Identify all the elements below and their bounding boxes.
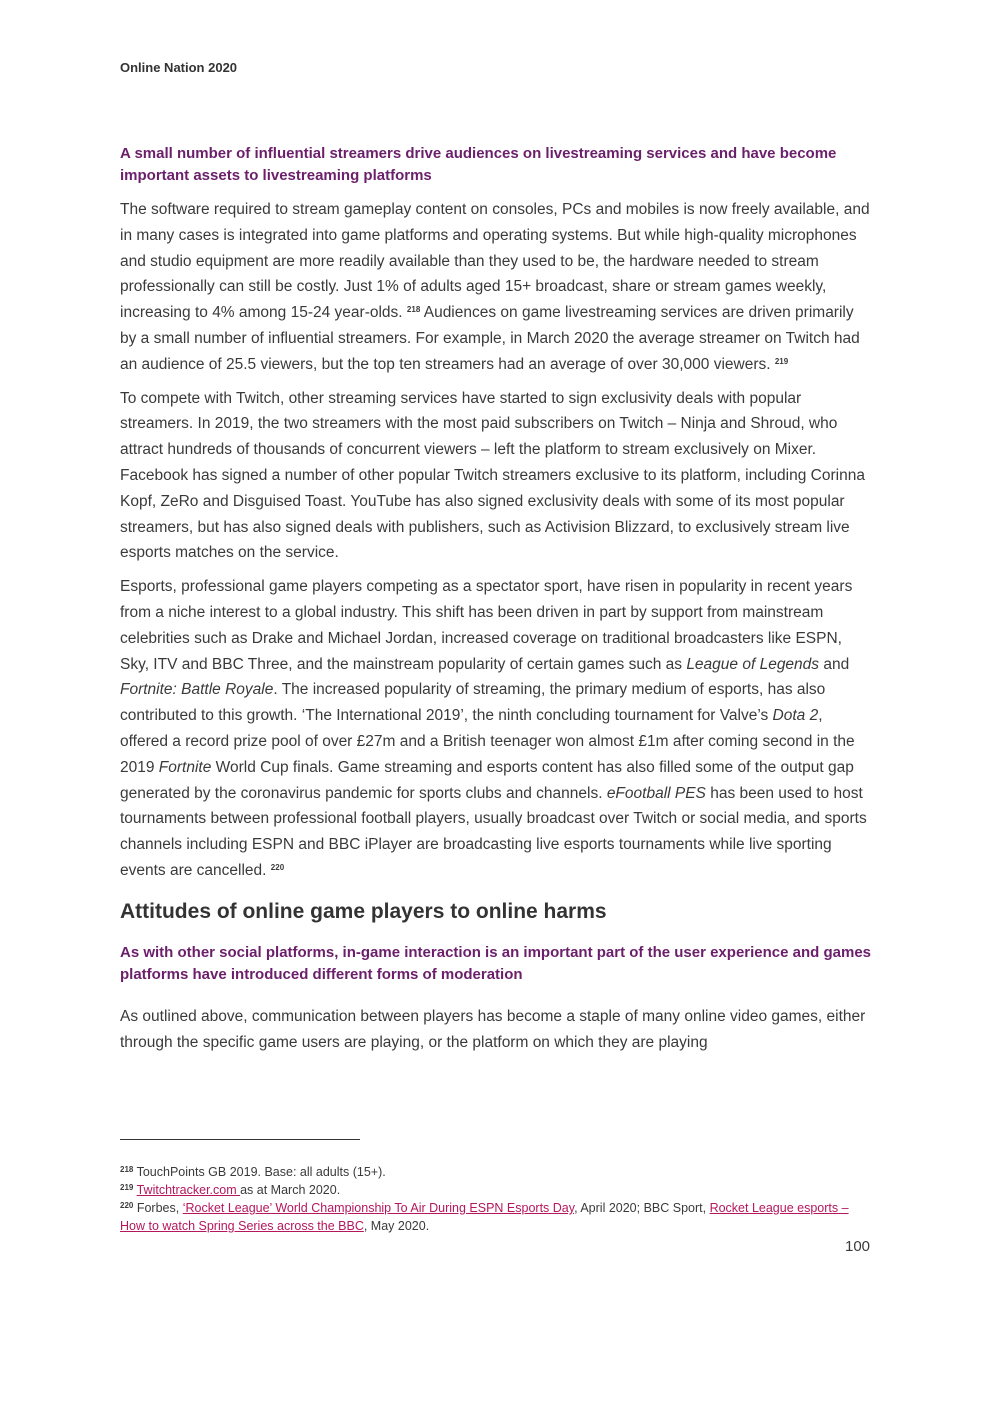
footnote-text: , April 2020; BBC Sport,: [574, 1201, 710, 1215]
game-title: Fortnite: [158, 758, 212, 776]
paragraph-player-communication: As outlined above, communication between players has become a staple of many online video games, either through the specific game users are playing, or the platform on which they are playing: [120, 1007, 866, 1051]
footnote-divider: [120, 1139, 360, 1140]
footnote-218: [120, 1163, 872, 1181]
forbes-article-link[interactable]: ‘Rocket League’ World Championship To Air During ESPN Esports Day: [182, 1201, 575, 1215]
game-title: eFootball PES: [606, 784, 706, 802]
footnote-ref-218[interactable]: 218: [406, 305, 421, 315]
paragraph-text: The software required to stream gameplay content on consoles, PCs and mobiles is now freely available, and in many cases is integrated into game platforms and operating systems. But while high-quality microphones and studio equipment are more readily available than they used to be, the hardware needed to stream professionally can still be costly. Just 1% of adults aged 15+ broadcast, share or stream games weekly, increasing to 4% among 15-24 year-olds.: [120, 201, 870, 322]
main-content: [120, 143, 872, 1063]
paragraph-text: and: [819, 655, 850, 673]
bbc-sport-article-link[interactable]: Rocket League esports – How to watch Spring Series across the BBC: [120, 1201, 849, 1233]
section-subheading-moderation: As with other social platforms, in-game interaction is an important part of the user experience and games platforms have introduced different forms of moderation: [120, 943, 872, 983]
game-title: League of Legends: [686, 655, 820, 673]
paragraph-streaming-software: [120, 197, 872, 378]
paragraph-text: Audiences on game livestreaming services are driven primarily by a small number of influential streamers. For example, in March 2020 the average streamer on Twitch had an audience of 25.5 viewers, but the top ten streamers had an average of over 30,000 viewers.: [120, 304, 860, 373]
paragraph-text: , offered a record prize pool of over £27m and a British teenager won almost £1m after coming second in the 2019: [120, 707, 855, 776]
footnote-219: [120, 1181, 872, 1199]
footnote-text: as at March 2020.: [240, 1183, 341, 1197]
footnote-text: , May 2020.: [363, 1219, 430, 1233]
section-heading-online-harms: Attitudes of online game players to online harms: [120, 899, 607, 923]
game-title: Fortnite: Battle Royale: [120, 681, 274, 699]
twitchtracker-link[interactable]: Twitchtracker.com: [136, 1183, 241, 1197]
running-header: Online Nation 2020: [120, 60, 238, 75]
footnote-text: Forbes,: [133, 1201, 183, 1215]
section-subheading-streamers: A small number of influential streamers drive audiences on livestreaming services and have become important assets to livestreaming platforms: [120, 145, 837, 184]
footnotes: [120, 1163, 872, 1235]
footnote-ref-220[interactable]: 220: [270, 862, 285, 872]
paragraph-esports: [120, 574, 872, 884]
paragraph-text: Esports, professional game players competing as a spectator sport, have risen in popularity in recent years from a niche interest to a global industry. This shift has been driven in part by support from mainstream celebrities such as Drake and Michael Jordan, increased coverage on traditional broadcasters like ESPN, Sky, ITV and BBC Three, and the mainstream popularity of certain games such as: [120, 578, 853, 673]
page-number: 100: [845, 1238, 871, 1255]
paragraph-text: . The increased popularity of streaming, the primary medium of esports, has also contributed to this growth. ‘The International 2019’, the ninth concluding tournament for Valve’s: [120, 681, 826, 725]
footnote-text: TouchPoints GB 2019. Base: all adults (15+).: [133, 1165, 386, 1179]
footnote-number: 219: [120, 1183, 134, 1192]
footnote-ref-219[interactable]: 219: [774, 356, 789, 366]
footnote-220: [120, 1199, 872, 1235]
paragraph-text: World Cup finals. Game streaming and esports content has also filled some of the output gap generated by the coronavirus pandemic for sports clubs and channels.: [120, 758, 854, 802]
footnote-number: 220: [120, 1201, 134, 1210]
footnote-number: 218: [120, 1165, 134, 1174]
paragraph-text: has been used to host tournaments between professional football players, usually broadcast over Twitch or social media, and sports channels including ESPN and BBC iPlayer are broadcasting live esports tournaments while live sporting events are cancelled.: [120, 784, 867, 879]
game-title: Dota 2: [772, 707, 819, 725]
paragraph-exclusivity-deals: To compete with Twitch, other streaming services have started to sign exclusivity deals with popular streamers. In 2019, the two streamers with the most paid subscribers on Twitch – Ninja and Shroud, who attract hundreds of thousands of concurrent viewers – left the platform to stream exclusively on Mixer. Facebook has signed a number of other popular Twitch streamers exclusive to its platform, including Corinna Kopf, ZeRo and Disguised Toast. YouTube has also signed exclusivity deals with some of its most popular streamers, but has also signed deals with publishers, such as Activision Blizzard, to exclusively stream live esports matches on the service.: [120, 389, 865, 562]
